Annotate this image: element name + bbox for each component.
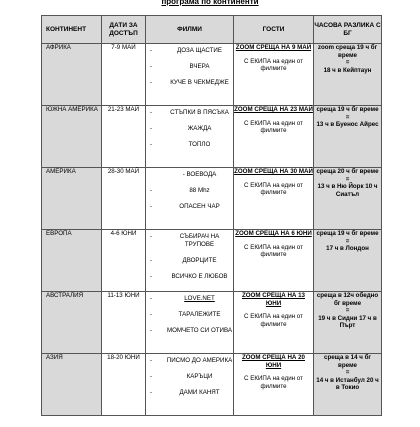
continent-cell: АВСТРАЛИЯ (42, 292, 102, 354)
guests-cell (234, 106, 314, 168)
header-dates: ДАТИ ЗА ДОСТЪП (102, 16, 146, 44)
films-cell (146, 230, 234, 292)
films-cell (146, 106, 234, 168)
films-cell (146, 354, 234, 416)
time-difference-cell: zoom среща 19 ч бг време = 18 ч в Кейптаун (314, 44, 382, 106)
guests-cell (234, 292, 314, 354)
table-row (42, 168, 382, 230)
continent-cell: АМЕРИКА (42, 168, 102, 230)
table-row (42, 230, 382, 292)
continent-cell: ЮЖНА АМЕРИКА (42, 106, 102, 168)
dates-cell: 4-6 ЮНИ (102, 230, 146, 292)
film-item: - ТАРАЛЕЖИТЕ (150, 311, 221, 318)
films-cell (146, 168, 234, 230)
film-item: - СЪБИРАЧ НА ТРУПОВЕ (150, 233, 220, 248)
dates-cell: 28-30 МАЙ (102, 168, 146, 230)
films-cell (146, 44, 234, 106)
film-item: - ВСИЧКО Е ЛЮБОВ (150, 273, 228, 280)
zoom-meeting-link[interactable]: ZOOM СРЕЩА НА 9 МАЙ (235, 44, 312, 51)
film-item: - КУЧЕ В ЧЕКМЕДЖЕ (150, 79, 229, 86)
dates-cell: 21-23 МАЙ (102, 106, 146, 168)
table-row (42, 44, 382, 106)
film-item: - ДАМИ КАНЯТ (150, 389, 220, 396)
film-item: - ВЧЕРА (150, 63, 210, 70)
film-item: - КАРЪЦИ (150, 373, 213, 380)
schedule-table (41, 15, 382, 416)
time-difference-cell: среща в 12ч обедно бг време = 19 ч в Сидни 17 ч в Пърт (314, 292, 382, 354)
film-item: - СТЪПКИ В ПЯСЪКА (150, 109, 229, 116)
zoom-meeting-link[interactable]: ZOOM СРЕЩА НА 20 ЮНИ (241, 354, 306, 369)
zoom-meeting-link[interactable]: ZOOM СРЕЩА НА 30 МАЙ (234, 168, 313, 175)
film-item: - 88 Mhz (150, 187, 210, 194)
table-row (42, 292, 382, 354)
zoom-meeting-link[interactable]: ZOOM СРЕЩА НА 6 ЮНИ (235, 230, 312, 237)
film-item-link[interactable]: - LOVE.NET (150, 295, 215, 302)
time-difference-cell: среща 19 ч бг време = 13 ч в Буенос Айрес (314, 106, 382, 168)
guests-text: С ЕКИПА на един от филмите (244, 313, 303, 328)
table-row (42, 354, 382, 416)
continent-cell: АФРИКА (42, 44, 102, 106)
film-item: - ДОЗА ЩАСТИЕ (150, 47, 222, 54)
film-item: - ЖАЖДА (150, 125, 212, 132)
time-difference-cell: среща 20 ч бг време = 13 ч в Ню Йорк 10 ч Сиатъл (314, 168, 382, 230)
zoom-meeting-link[interactable]: ZOOM СРЕЩА НА 23 МАЙ (234, 106, 313, 113)
guests-text: С ЕКИПА на един от филмите (244, 57, 303, 72)
guests-text: С ЕКИПА на един от филмите (244, 243, 303, 258)
guests-cell (234, 44, 314, 106)
zoom-meeting-link[interactable]: ZOOM СРЕЩА НА 13 ЮНИ (241, 292, 306, 307)
film-item: - ПИСМО ДО АМЕРИКА (150, 357, 233, 364)
films-cell (146, 292, 234, 354)
dates-cell: 11-13 ЮНИ (102, 292, 146, 354)
guests-text: С ЕКИПА на един от филмите (244, 119, 303, 134)
time-difference-cell: среща 19 ч бг време = 17 ч в Лондон (314, 230, 382, 292)
guests-cell (234, 354, 314, 416)
continent-cell: АЗИЯ (42, 354, 102, 416)
film-item: - МОМЧЕТО СИ ОТИВА (150, 327, 233, 334)
guests-text: С ЕКИПА на един от филмите (244, 375, 303, 390)
guests-text: С ЕКИПА на един от филмите (244, 181, 303, 196)
film-item: - ВОЕВОДА (182, 171, 217, 178)
dates-cell: 18-20 ЮНИ (102, 354, 146, 416)
header-guests: ГОСТИ (234, 16, 314, 44)
header-row (42, 16, 382, 44)
table-row (42, 106, 382, 168)
film-item: - ДВОРЦИТЕ (150, 257, 217, 264)
time-difference-cell: среща в 14 ч бг време = 14 ч в Истанбул 20 ч в Токио (314, 354, 382, 416)
header-continent: КОНТИНЕНТ (42, 16, 102, 44)
continent-cell: ЕВРОПА (42, 230, 102, 292)
guests-cell (234, 168, 314, 230)
dates-cell: 7-9 МАЙ (102, 44, 146, 106)
header-films: ФИЛМИ (146, 16, 234, 44)
header-time-difference: ЧАСОВА РАЗЛИКА С БГ (314, 16, 382, 44)
guests-cell (234, 230, 314, 292)
page-title: програма по континенти (161, 0, 259, 6)
film-item: - ТОПЛО (150, 141, 211, 148)
film-item: - ОПАСЕН ЧАР (150, 203, 220, 210)
